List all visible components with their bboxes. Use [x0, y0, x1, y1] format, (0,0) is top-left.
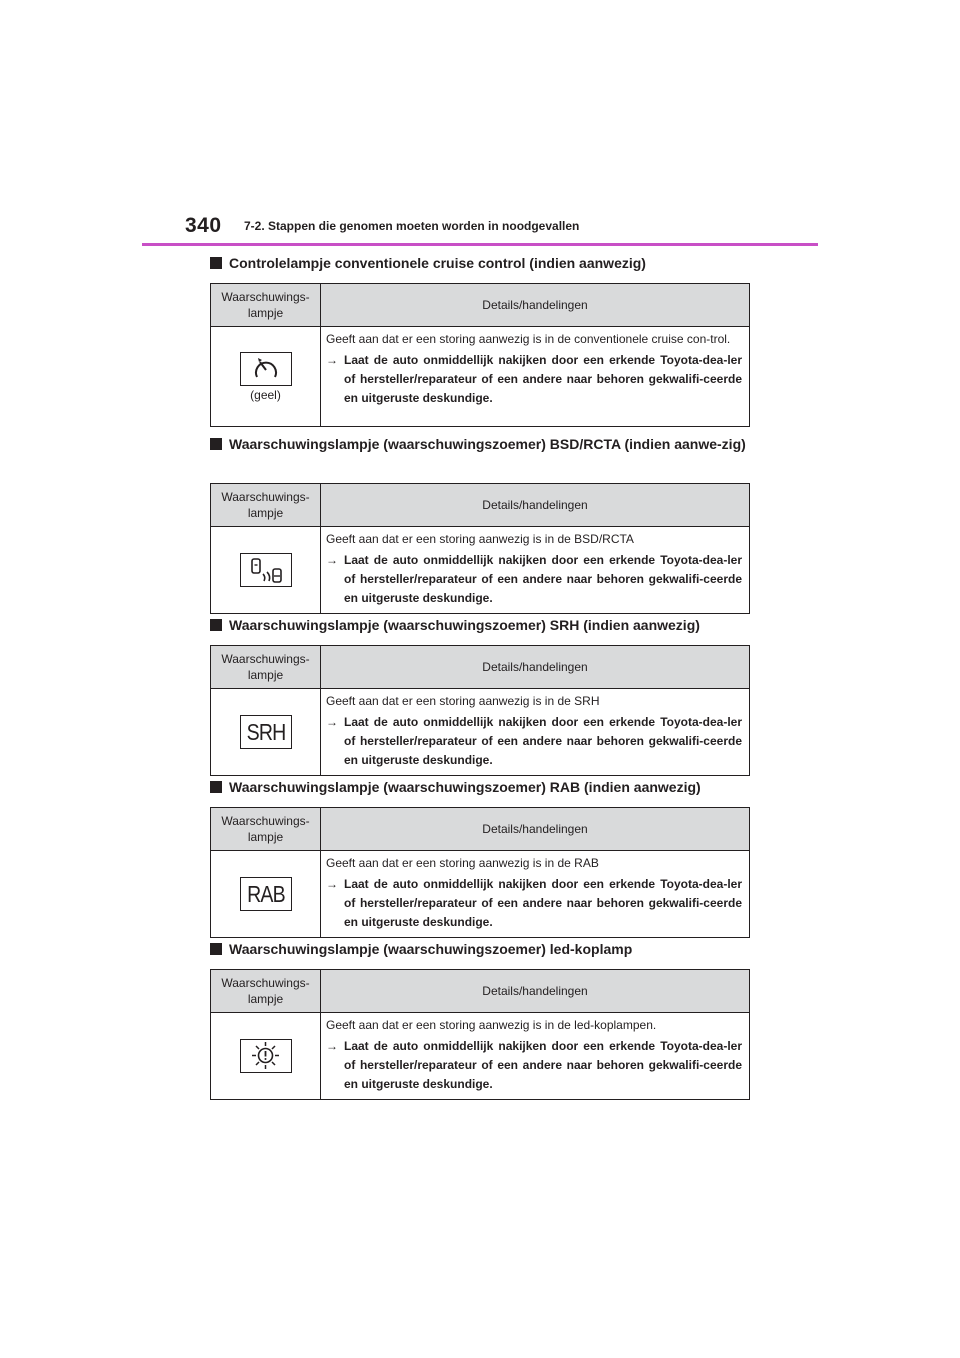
section-heading-text: Waarschuwingslampje (waarschuwingszoemer) led-koplamp	[229, 941, 633, 957]
details-cell	[321, 327, 750, 427]
details-cell	[321, 689, 750, 776]
square-bullet-icon	[210, 438, 222, 450]
arrow-icon: →	[326, 715, 338, 729]
section-heading-bsd-rcta	[210, 435, 750, 454]
section-heading-text: Waarschuwingslampje (waarschuwingszoemer) SRH (indien aanwezig)	[229, 617, 700, 633]
header-divider	[142, 243, 818, 246]
action-item	[326, 351, 742, 408]
action-text: Laat de auto onmiddellijk nakijken door een erkende Toyota-dea-ler of hersteller/reparateur of een andere naar behoren gekwalifi-ceerde en uitgeruste deskundige.	[344, 877, 742, 929]
warning-table-srh	[210, 645, 750, 776]
action-item	[326, 875, 742, 932]
arrow-icon: →	[326, 1039, 338, 1053]
srh-icon-label: SRH	[246, 719, 285, 745]
lamp-cell	[211, 527, 321, 614]
section-heading-text: Waarschuwingslampje (waarschuwingszoemer) BSD/RCTA (indien aanwe-zig)	[229, 436, 746, 452]
column-header-lamp: Waarschuwings-lampje	[211, 808, 321, 851]
action-text: Laat de auto onmiddellijk nakijken door een erkende Toyota-dea-ler of hersteller/reparateur of een andere naar behoren gekwalifi-ceerde en uitgeruste deskundige.	[344, 715, 742, 767]
table-header-row	[211, 284, 750, 327]
action-item	[326, 1037, 742, 1094]
section-heading-led-headlamp	[210, 940, 750, 959]
section-heading-text: Controlelampje conventionele cruise control (indien aanwezig)	[229, 255, 646, 271]
lamp-cell	[211, 1013, 321, 1100]
details-cell	[321, 527, 750, 614]
warning-table-bsd-rcta	[210, 483, 750, 614]
table-row	[211, 689, 750, 776]
bsd-rcta-icon	[240, 553, 292, 587]
column-header-details: Details/handelingen	[321, 970, 750, 1013]
description-text: Geeft aan dat er een storing aanwezig is in de conventionele cruise con-trol.	[326, 332, 731, 346]
table-row	[211, 851, 750, 938]
cruise-control-icon	[240, 352, 292, 386]
rab-icon	[240, 877, 292, 911]
details-cell	[321, 851, 750, 938]
square-bullet-icon	[210, 619, 222, 631]
column-header-details: Details/handelingen	[321, 284, 750, 327]
table-header-row	[211, 808, 750, 851]
table-row	[211, 527, 750, 614]
description-text: Geeft aan dat er een storing aanwezig is in de led-koplampen.	[326, 1018, 657, 1032]
led-headlamp-warning-icon	[240, 1039, 292, 1073]
section-heading-rab	[210, 778, 750, 797]
square-bullet-icon	[210, 257, 222, 269]
column-header-lamp: Waarschuwings-lampje	[211, 484, 321, 527]
column-header-details: Details/handelingen	[321, 808, 750, 851]
action-item	[326, 551, 742, 608]
action-text: Laat de auto onmiddellijk nakijken door een erkende Toyota-dea-ler of hersteller/reparateur of een andere naar behoren gekwalifi-ceerde en uitgeruste deskundige.	[344, 553, 742, 605]
column-header-lamp: Waarschuwings-lampje	[211, 646, 321, 689]
column-header-lamp: Waarschuwings-lampje	[211, 284, 321, 327]
column-header-details: Details/handelingen	[321, 484, 750, 527]
table-header-row	[211, 484, 750, 527]
action-text: Laat de auto onmiddellijk nakijken door een erkende Toyota-dea-ler of hersteller/reparateur of een andere naar behoren gekwalifi-ceerde en uitgeruste deskundige.	[344, 1039, 742, 1091]
action-text: Laat de auto onmiddellijk nakijken door een erkende Toyota-dea-ler of hersteller/reparateur of een andere naar behoren gekwalifi-ceerde en uitgeruste deskundige.	[344, 353, 742, 405]
description-text: Geeft aan dat er een storing aanwezig is in de SRH	[326, 694, 600, 708]
section-heading-cruise-control	[210, 254, 750, 273]
lamp-cell	[211, 689, 321, 776]
warning-table-rab	[210, 807, 750, 938]
square-bullet-icon	[210, 943, 222, 955]
table-row	[211, 327, 750, 427]
warning-table-led-headlamp	[210, 969, 750, 1100]
rab-icon-label: RAB	[246, 881, 285, 907]
table-row	[211, 1013, 750, 1100]
lamp-cell	[211, 327, 321, 427]
column-header-details: Details/handelingen	[321, 646, 750, 689]
action-item	[326, 713, 742, 770]
page-number: 340	[185, 214, 222, 237]
icon-color-caption: (geel)	[250, 387, 281, 402]
description-text: Geeft aan dat er een storing aanwezig is in de RAB	[326, 856, 599, 870]
table-header-row	[211, 646, 750, 689]
section-heading-text: Waarschuwingslampje (waarschuwingszoemer) RAB (indien aanwezig)	[229, 779, 701, 795]
column-header-lamp: Waarschuwings-lampje	[211, 970, 321, 1013]
arrow-icon: →	[326, 353, 338, 367]
square-bullet-icon	[210, 781, 222, 793]
details-cell	[321, 1013, 750, 1100]
chapter-title: 7-2. Stappen die genomen moeten worden in noodgevallen	[244, 219, 580, 233]
arrow-icon: →	[326, 877, 338, 891]
srh-icon	[240, 715, 292, 749]
description-text: Geeft aan dat er een storing aanwezig is in de BSD/RCTA	[326, 532, 634, 546]
arrow-icon: →	[326, 553, 338, 567]
lamp-cell	[211, 851, 321, 938]
table-header-row	[211, 970, 750, 1013]
section-heading-srh	[210, 616, 750, 635]
warning-table-cruise-control	[210, 283, 750, 427]
